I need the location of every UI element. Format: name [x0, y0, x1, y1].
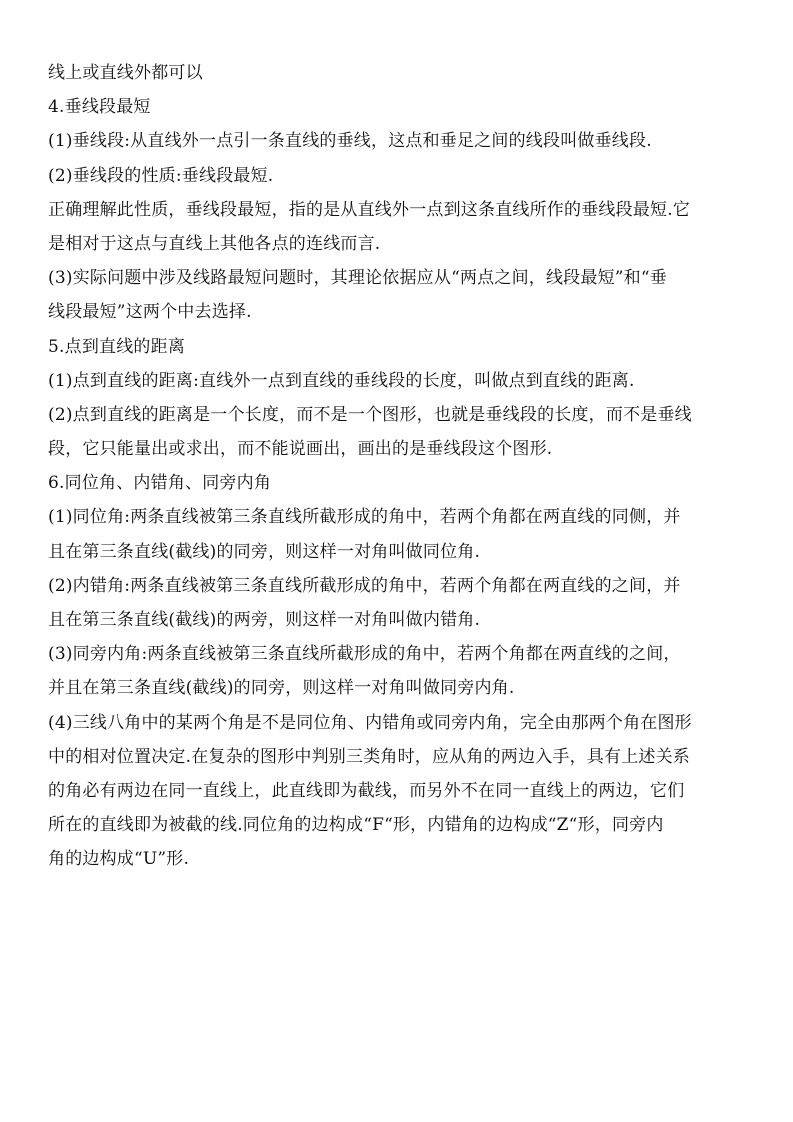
text-line: (1)垂线段:从直线外一点引一条直线的垂线，这点和垂足之间的线段叫做垂线段.: [48, 131, 652, 152]
text-line: 正确理解此性质，垂线段最短，指的是从直线外一点到这条直线所作的垂线段最短.它: [48, 199, 691, 220]
text-line: (2)垂线段的性质:垂线段最短.: [48, 165, 274, 186]
text-line: 角的边构成“U”形.: [48, 849, 190, 870]
text-line: (2)点到直线的距离是一个长度，而不是一个图形，也就是垂线段的长度，而不是垂线: [48, 404, 692, 425]
text-line: 所在的直线即为被截的线.同位角的边构成“F“形，内错角的边构成“Z“形，同旁内: [48, 815, 664, 836]
text-line: (3)同旁内角:两条直线被第三条直线所截形成的角中，若两个角都在两直线的之间，: [48, 644, 681, 665]
text-line: (2)内错角:两条直线被第三条直线所截形成的角中，若两个角都在两直线的之间，并: [48, 575, 681, 596]
text-line: 段，它只能量出或求出，而不能说画出，画出的是垂线段这个图形.: [48, 439, 553, 460]
section-heading: 6.同位角、内错角、同旁内角: [48, 473, 272, 494]
text-line: 线段最短”这两个中去选择.: [48, 302, 252, 323]
text-line: 线上或直线外都可以: [48, 63, 203, 83]
document-page: [48, 56, 758, 877]
section-heading: 5.点到直线的距离: [48, 336, 186, 357]
text-line: (3)实际问题中涉及线路最短问题时，其理论依据应从“两点之间，线段最短”和“垂: [48, 268, 667, 289]
text-line: (1)点到直线的距离:直线外一点到直线的垂线段的长度，叫做点到直线的距离.: [48, 370, 635, 391]
text-line: 且在第三条直线(截线)的两旁，则这样一对角叫做内错角.: [48, 610, 481, 630]
text-line: 的角必有两边在同一直线上，此直线即为截线，而另外不在同一直线上的两边，它们: [48, 780, 685, 801]
text-line: 且在第三条直线(截线)的同旁，则这样一对角叫做同位角.: [48, 541, 481, 562]
text-line: (4)三线八角中的某两个角是不是同位角、内错角或同旁内角，完全由那两个角在图形: [48, 712, 692, 733]
text-line: 并且在第三条直线(截线)的同旁，则这样一对角叫做同旁内角.: [48, 678, 515, 699]
section-heading: 4.垂线段最短: [48, 97, 151, 118]
text-line: 是相对于这点与直线上其他各点的连线而言.: [48, 233, 381, 254]
text-line: 中的相对位置决定.在复杂的图形中判别三类角时，应从角的两边入手，具有上述关系: [48, 746, 691, 767]
text-line: (1)同位角:两条直线被第三条直线所截形成的角中，若两个角都在两直线的同侧，并: [48, 507, 681, 528]
